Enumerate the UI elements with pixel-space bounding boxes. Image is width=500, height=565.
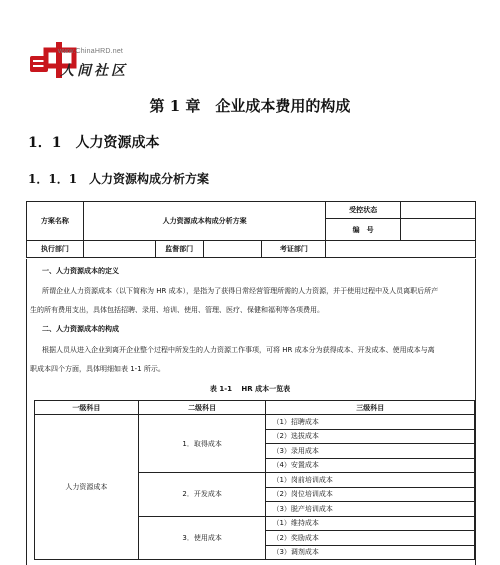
number-value <box>400 219 475 241</box>
subsection-title: 1．1．1 人力资源构成分析方案 <box>28 172 210 186</box>
level3-cell: （1）招聘成本 <box>266 415 475 430</box>
paragraph-composition-line1: 根据人员从进入企业到离开企业整个过程中所发生的人力资源工作事项，可将 HR 成本分为获得成本、开发成本、使用成本与离 <box>42 346 435 354</box>
hr-cost-table <box>34 400 475 560</box>
audit-dept-value <box>326 241 476 258</box>
level1-cell: 人力资源成本 <box>35 415 139 560</box>
level3-cell: （3）调剂成本 <box>266 545 475 560</box>
level2-cell: 2．开发成本 <box>138 473 266 517</box>
level3-cell: （3）录用成本 <box>266 444 475 459</box>
chapter-title: 第 1 章 企业成本费用的构成 <box>149 97 351 115</box>
section-heading-definition: 一、人力资源成本的定义 <box>42 267 119 275</box>
level3-cell: （2）奖励成本 <box>266 531 475 546</box>
exec-dept-label: 执行部门 <box>27 241 84 258</box>
header-level3: 三级科目 <box>266 401 475 415</box>
number-label: 编 号 <box>326 219 400 241</box>
supervise-dept-label: 监督部门 <box>155 241 203 258</box>
level3-cell: （1）岗前培训成本 <box>266 473 475 488</box>
header-level1: 一级科目 <box>35 401 139 415</box>
status-value <box>400 202 475 219</box>
level2-cell: 3．使用成本 <box>138 516 266 560</box>
audit-dept-label: 考证部门 <box>262 241 326 258</box>
exec-dept-value <box>83 241 155 258</box>
paragraph-definition-line2: 生的所有费用支出，具体包括招聘、录用、培训、使用、管理、医疗、保健和福利等各项费用。 <box>30 306 324 314</box>
level3-cell: （1）维持成本 <box>266 516 475 531</box>
section-title: 1．1 人力资源成本 <box>28 135 160 151</box>
level3-cell: （2）岗位培训成本 <box>266 487 475 502</box>
section-heading-composition: 二、人力资源成本的构成 <box>42 325 119 333</box>
plan-name-label: 方案名称 <box>27 202 84 241</box>
header-level2: 二级科目 <box>138 401 266 415</box>
level2-cell: 1．取得成本 <box>138 415 266 473</box>
logo-name: 人间社区 <box>60 63 128 79</box>
status-label: 受控状态 <box>326 202 400 219</box>
logo-site-url: www.ChinaHRD.net <box>58 48 124 55</box>
paragraph-composition-line2: 职成本四个方面，具体明细如表 1-1 所示。 <box>30 365 165 373</box>
supervise-dept-value <box>203 241 262 258</box>
plan-info-table <box>26 201 476 258</box>
level3-cell: （3）脱产培训成本 <box>266 502 475 517</box>
table-caption: 表 1-1 HR 成本一览表 <box>209 385 291 393</box>
level3-cell: （2）选拔成本 <box>266 429 475 444</box>
level3-cell: （4）安置成本 <box>266 458 475 473</box>
paragraph-definition-line1: 所谓企业人力资源成本（以下简称为 HR 成本），是指为了获得日常经营管理所需的人力资源，并于使用过程中及人员离职后所产 <box>42 287 439 295</box>
plan-name-value: 人力资源成本构成分析方案 <box>83 202 326 241</box>
